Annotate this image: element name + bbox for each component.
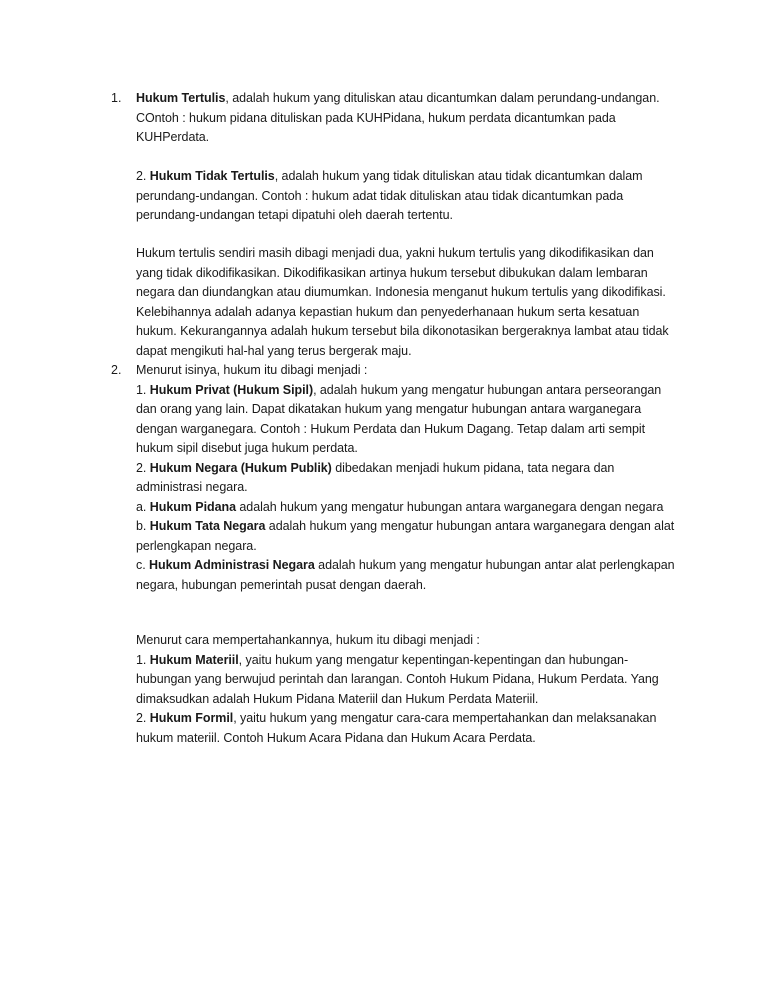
sub-number: 1. [136, 652, 150, 667]
paragraph-text: adalah hukum yang mengatur hubungan antara warganegara dengan negara [235, 499, 664, 514]
term-heading: Hukum Negara (Hukum Publik) [149, 460, 332, 475]
term-heading: Hukum Tidak Tertulis [149, 169, 275, 183]
sub-number: 2. [136, 460, 150, 475]
paragraph [136, 89, 681, 148]
term-heading: Hukum Formil [149, 711, 234, 725]
paragraph-text: Hukum tertulis sendiri masih dibagi menjadi dua, yakni hukum tertulis yang dikodifikasikan dan yang tidak dikodifikasikan. Dikodifikasikan artinya hukum tersebut dibukukan dalam lembaran negara dan diundangkan atau diumumkan. Indonesia menganut hukum tertulis yang dikodifikasi. Kelebihannya adalah adanya kepastian hukum dan penyederhanaan hukum serta kesatuan hukum. Kekurangannya adalah hukum tersebut bila dikonotasikan bergeraknya lambat atau tidak dapat mengikuti hal-hal yang terus bergerak maju. [136, 246, 669, 358]
sub-letter: c. [136, 558, 150, 572]
sub-letter: b. [136, 519, 150, 533]
paragraph [136, 459, 681, 498]
sub-item [136, 556, 681, 595]
paragraph-text: , yaitu hukum yang mengatur cara-cara mempertahankan dan melaksanakan hukum materiil. Contoh Hukum Acara Pidana dan Hukum Acara Perdata. [136, 711, 657, 745]
sub-number: 1. [136, 382, 150, 397]
paragraph-text: , adalah hukum yang dituliskan atau dicantumkan dalam perundang-undangan. COntoh : hukum pidana dituliskan pada KUHPidana, hukum perdata dicantumkan pada KUHPerdata. [136, 91, 660, 144]
item-1-hukum-tertulis [136, 89, 681, 148]
list-marker-1: 1. [111, 91, 122, 105]
paragraph [136, 651, 681, 710]
paragraph-text: adalah hukum yang mengatur hubungan antar alat perlengkapan negara, hubungan pemerintah pusat dengan daerah. [136, 558, 675, 592]
item-2-menurut-isinya [136, 361, 681, 595]
paragraph [136, 709, 681, 748]
paragraph-text: adalah hukum yang mengatur hubungan antara warganegara dengan alat perlengkapan negara. [136, 519, 675, 553]
paragraph [136, 381, 681, 459]
item-1-kodifikasi-paragraph [136, 244, 681, 361]
term-heading: Hukum Tertulis [136, 91, 226, 105]
term-heading: Hukum Administrasi Negara [149, 558, 315, 572]
item-1-hukum-tidak-tertulis [136, 167, 681, 226]
sub-item [136, 498, 681, 518]
sub-number: 2. [136, 169, 150, 183]
list-marker-2: 2. [111, 363, 122, 377]
paragraph-text: , adalah hukum yang tidak dituliskan atau tidak dicantumkan dalam perundang-undangan. Contoh : hukum adat tidak dituliskan atau tidak dicantumkan pada perundang-undangan tetapi dipatuhi oleh daerah tertentu. [136, 169, 643, 222]
term-heading: Hukum Tata Negara [149, 519, 266, 533]
sub-item [136, 517, 681, 556]
intro-line: Menurut cara mempertahankannya, hukum itu dibagi menjadi : [136, 633, 480, 647]
paragraph-text: dibedakan menjadi hukum pidana, tata negara dan administrasi negara. [136, 460, 615, 494]
section-mempertahankan [136, 631, 681, 748]
sub-number: 2. [136, 711, 150, 725]
term-heading: Hukum Pidana [149, 499, 236, 514]
paragraph [136, 167, 681, 226]
sub-letter: a. [136, 499, 150, 514]
paragraph-text: , yaitu hukum yang mengatur kepentingan-kepentingan dan hubungan-hubungan yang berwujud perintah dan larangan. Contoh Hukum Pidana, Hukum Perdata. Yang dimaksudkan adalah Hukum Pidana Materiil dan Hukum Perdata Materiil. [136, 652, 659, 706]
term-heading: Hukum Privat (Hukum Sipil) [149, 382, 314, 397]
intro-line: Menurut isinya, hukum itu dibagi menjadi : [136, 363, 368, 377]
paragraph-text: , adalah hukum yang mengatur hubungan antara perseorangan dan orang yang lain. Dapat dikatakan hukum yang mengatur hubungan antara warganegara dengan warganegara. Contoh : Hukum Perdata dan Hukum Dagang. Tetap dalam arti sempit hukum sipil disebut juga hukum perdata. [136, 382, 662, 455]
term-heading: Hukum Materiil [149, 652, 239, 667]
